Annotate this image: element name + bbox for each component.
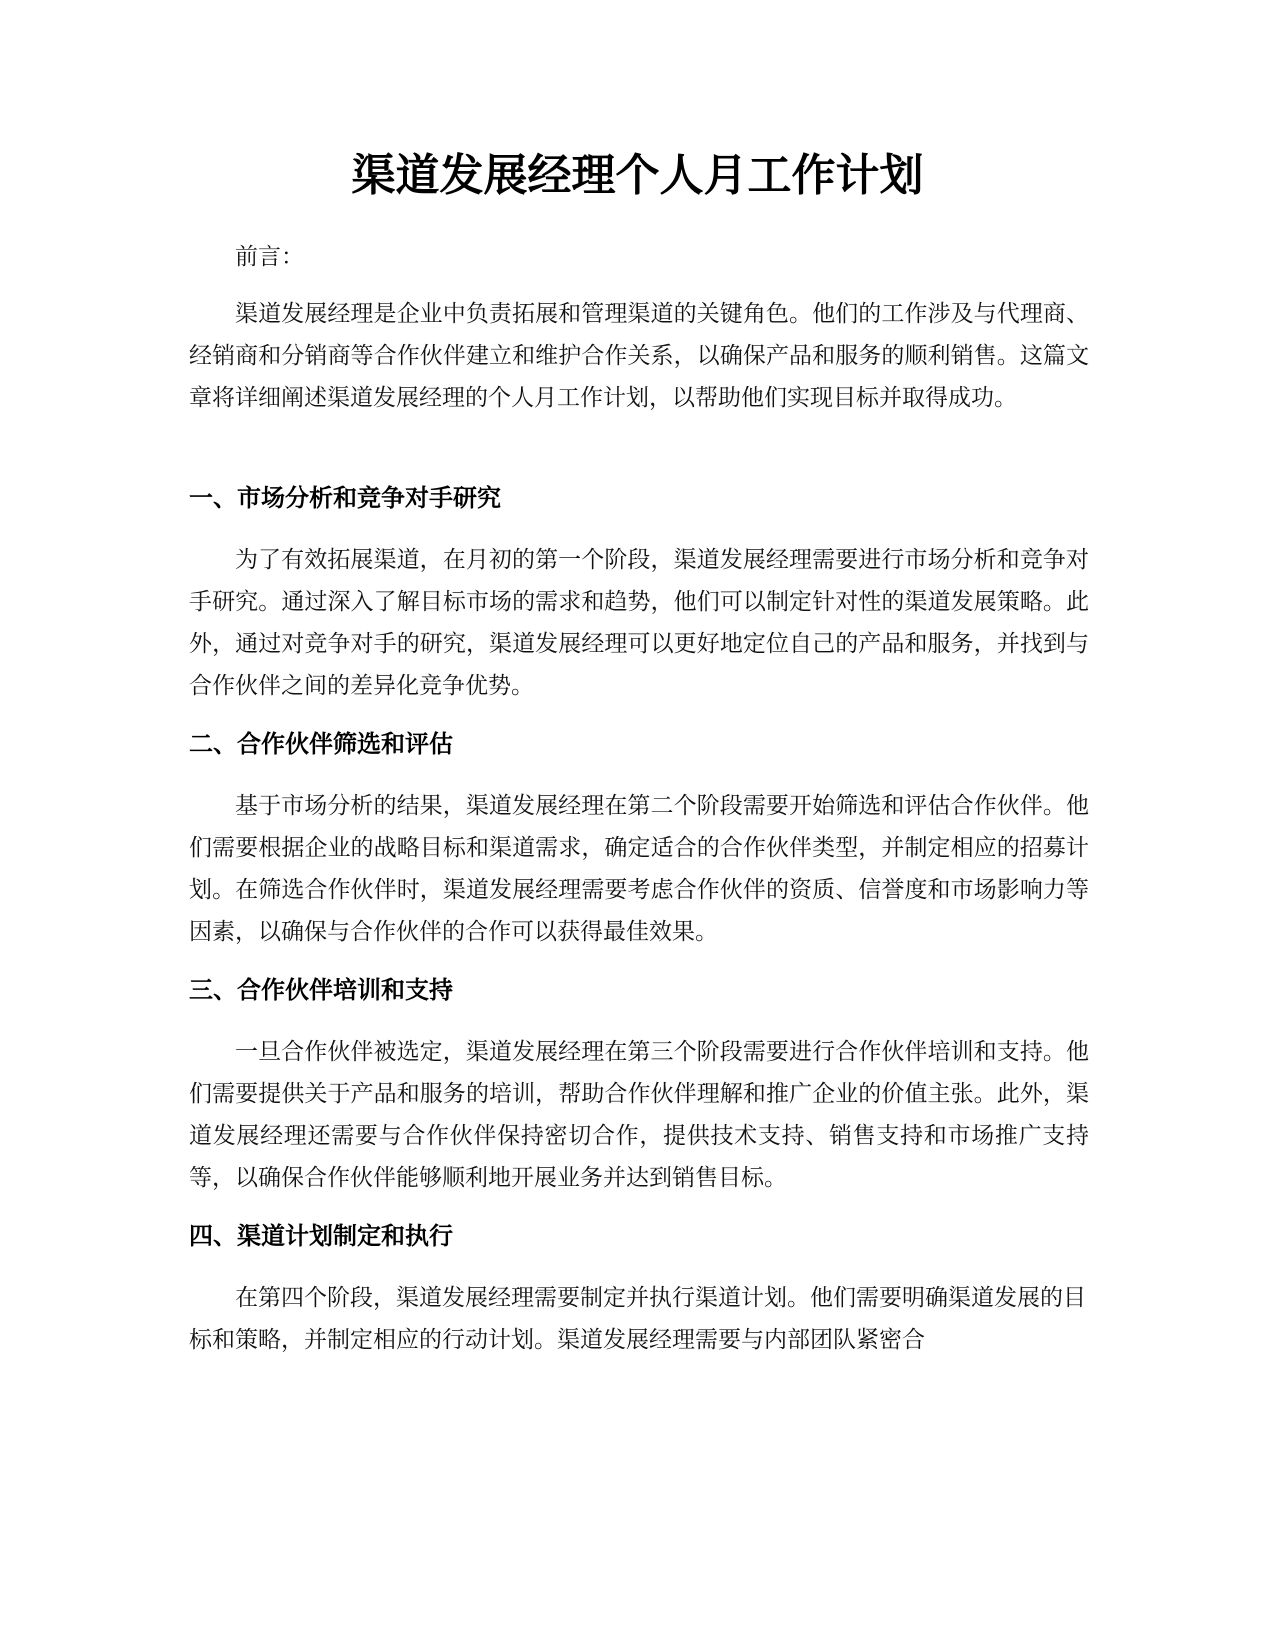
section-4-heading: 四、渠道计划制定和执行 [189,1222,453,1250]
section-2-paragraph: 基于市场分析的结果，渠道发展经理在第二个阶段需要开始筛选和评估合作伙伴。他们需要根据企业的战略目标和渠道需求，确定适合的合作伙伴类型，并制定相应的招募计划。在筛选合作伙伴时，渠道发展经理需要考虑合作伙伴的资质、信誉度和市场影响力等因素，以确保与合作伙伴的合作可以获得最佳效果。 [189,793,1089,945]
section-4-paragraph: 在第四个阶段，渠道发展经理需要制定并执行渠道计划。他们需要明确渠道发展的目标和策略，并制定相应的行动计划。渠道发展经理需要与内部团队紧密合 [189,1285,1086,1353]
document-title: 渠道发展经理个人月工作计划 [351,150,924,201]
section-1-heading: 一、市场分析和竞争对手研究 [189,484,501,512]
section-2-heading: 二、合作伙伴筛选和评估 [189,730,453,758]
section-3-heading: 三、合作伙伴培训和支持 [189,976,453,1004]
section-3-paragraph: 一旦合作伙伴被选定，渠道发展经理在第三个阶段需要进行合作伙伴培训和支持。他们需要提供关于产品和服务的培训，帮助合作伙伴理解和推广企业的价值主张。此外，渠道发展经理还需要与合作伙伴保持密切合作，提供技术支持、销售支持和市场推广支持等，以确保合作伙伴能够顺利地开展业务并达到销售目标。 [189,1039,1089,1191]
intro-paragraph: 渠道发展经理是企业中负责拓展和管理渠道的关键角色。他们的工作涉及与代理商、经销商和分销商等合作伙伴建立和维护合作关系，以确保产品和服务的顺利销售。这篇文章将详细阐述渠道发展经理的个人月工作计划，以帮助他们实现目标并取得成功。 [189,301,1089,411]
section-1-paragraph: 为了有效拓展渠道，在月初的第一个阶段，渠道发展经理需要进行市场分析和竞争对手研究。通过深入了解目标市场的需求和趋势，他们可以制定针对性的渠道发展策略。此外，通过对竞争对手的研究，渠道发展经理可以更好地定位自己的产品和服务，并找到与合作伙伴之间的差异化竞争优势。 [189,547,1089,699]
preface-label: 前言： [235,244,304,270]
